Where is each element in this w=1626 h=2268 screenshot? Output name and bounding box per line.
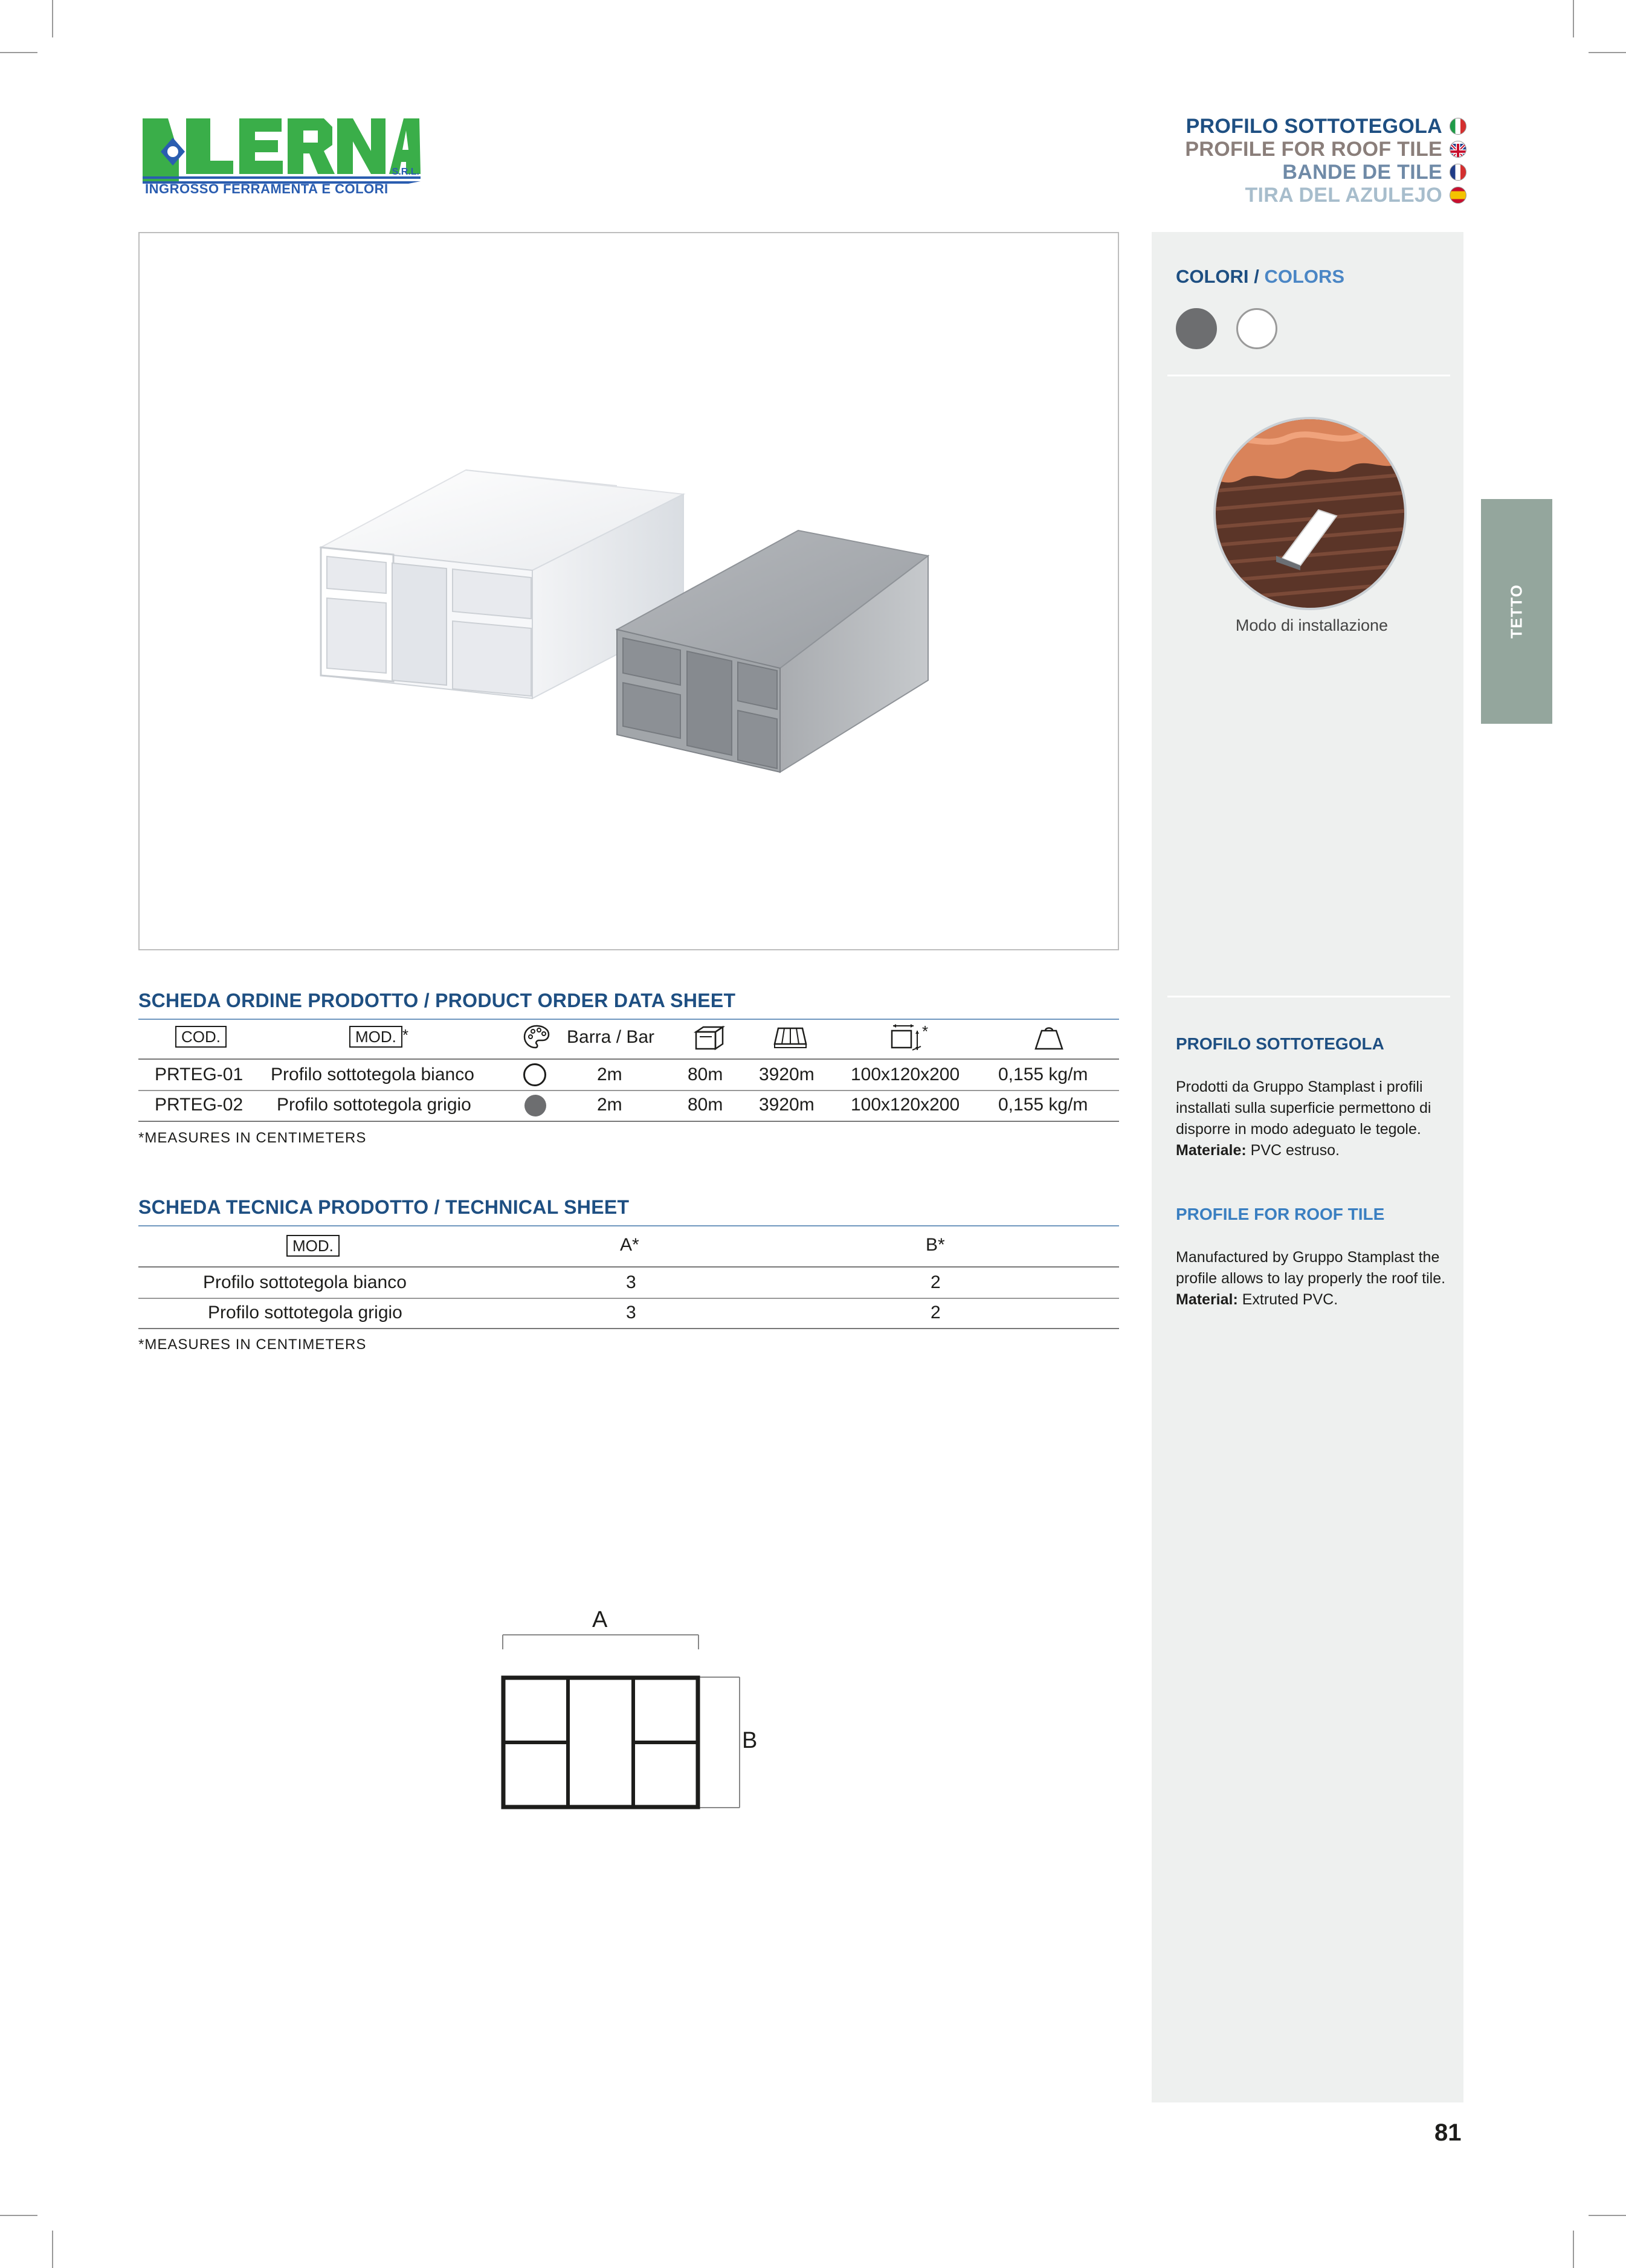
title-spanish <box>1185 184 1466 207</box>
color-swatch-white <box>1236 308 1277 349</box>
row-bar: 2m <box>597 1065 622 1084</box>
tech-row-a: 3 <box>626 1303 636 1322</box>
diagram-label-b: B <box>742 1728 758 1753</box>
tech-header-b: B* <box>926 1235 945 1255</box>
row-weight: 0,155 kg/m <box>998 1095 1088 1115</box>
header-dim-star: * <box>922 1022 929 1040</box>
row-divider <box>138 1298 1119 1299</box>
product-photo <box>138 232 1119 950</box>
row-mod: Profilo sottotegola bianco <box>271 1065 474 1084</box>
tech-header-a: A* <box>620 1235 639 1255</box>
order-bottom-rule <box>138 1121 1119 1122</box>
product-titles <box>1185 115 1466 207</box>
spain-flag-icon <box>1450 187 1466 204</box>
colors-heading-en: COLORS <box>1264 266 1345 287</box>
desc-it-title: PROFILO SOTTOTEGOLA <box>1176 1034 1384 1053</box>
row-pallet: 3920m <box>759 1065 815 1084</box>
desc-en-text: Manufactured by Gruppo Stamplast the profile allows to lay properly the roof tile. <box>1176 1249 1446 1287</box>
header-cod <box>175 1026 227 1048</box>
crop-mark <box>1573 0 1574 37</box>
row-box: 80m <box>688 1065 723 1084</box>
row-dims: 100x120x200 <box>851 1065 960 1084</box>
palette-icon <box>523 1025 550 1054</box>
colors-heading-it: COLORI <box>1176 266 1249 287</box>
sidebar-divider <box>1167 375 1450 376</box>
tech-header-mod-label: MOD. <box>286 1235 340 1257</box>
desc-en-title: PROFILE FOR ROOF TILE <box>1176 1205 1385 1223</box>
pallet-icon <box>773 1025 807 1056</box>
section-tab-label: TETTO <box>1507 584 1526 639</box>
title-french <box>1185 161 1466 184</box>
crop-mark <box>52 0 53 37</box>
logo-tagline: INGROSSO FERRAMENTA E COLORI <box>145 181 389 196</box>
tech-sheet-note: *MEASURES IN CENTIMETERS <box>138 1336 367 1353</box>
color-swatch-grey <box>1176 308 1217 349</box>
colors-heading-slash: / <box>1254 266 1259 287</box>
desc-it-material-label: Materiale: <box>1176 1142 1247 1159</box>
row-dims: 100x120x200 <box>851 1095 960 1115</box>
crop-mark <box>52 2231 53 2268</box>
crop-mark <box>1589 52 1626 53</box>
color-dot-white <box>523 1063 546 1086</box>
italy-flag-icon <box>1450 118 1466 135</box>
tech-sheet-rule <box>138 1225 1119 1226</box>
diagram-label-a: A <box>592 1607 608 1632</box>
crop-mark <box>0 2215 37 2216</box>
title-it-text: PROFILO SOTTOTEGOLA <box>1186 114 1442 138</box>
sidebar-divider <box>1167 996 1450 997</box>
weight-icon <box>1034 1026 1063 1055</box>
desc-it-text: Prodotti da Gruppo Stamplast i profili installati sulla superficie permettono di disporre in modo adeguato le tegole. <box>1176 1078 1431 1138</box>
row-weight: 0,155 kg/m <box>998 1065 1088 1084</box>
installation-caption: Modo di installazione <box>1235 616 1389 634</box>
box-icon <box>692 1025 726 1056</box>
row-box: 80m <box>688 1095 723 1115</box>
desc-en-body <box>1176 1247 1448 1310</box>
color-dot-grey <box>524 1095 546 1116</box>
logo-srl: S.R.L. <box>392 167 419 177</box>
title-fr-text: BANDE DE TILE <box>1282 160 1442 184</box>
title-en-text: PROFILE FOR ROOF TILE <box>1185 137 1442 161</box>
row-cod: PRTEG-02 <box>155 1095 244 1115</box>
header-mod-star: * <box>402 1026 409 1044</box>
desc-it-body <box>1176 1077 1448 1161</box>
title-es-text: TIRA DEL AZULEJO <box>1245 183 1442 207</box>
order-sheet-note: *MEASURES IN CENTIMETERS <box>138 1130 367 1146</box>
uk-flag-icon <box>1450 141 1466 158</box>
order-sheet-title: SCHEDA ORDINE PRODOTTO / PRODUCT ORDER DATA SHEET <box>138 990 736 1011</box>
tech-sheet-title: SCHEDA TECNICA PRODOTTO / TECHNICAL SHEET <box>138 1196 630 1218</box>
row-bar: 2m <box>597 1095 622 1115</box>
crop-mark <box>1573 2231 1574 2268</box>
cross-section-diagram <box>495 1607 758 1825</box>
tech-row-mod: Profilo sottotegola grigio <box>208 1303 402 1322</box>
colors-heading <box>1176 266 1344 288</box>
desc-en-material-value: Extruted PVC. <box>1237 1291 1338 1308</box>
tech-row-mod: Profilo sottotegola bianco <box>203 1272 407 1292</box>
order-sheet-rule <box>138 1019 1119 1020</box>
order-header-rule <box>138 1058 1119 1060</box>
title-italian <box>1185 115 1466 138</box>
installation-photo <box>1213 417 1407 610</box>
tech-row-b: 2 <box>931 1303 941 1322</box>
crop-mark <box>1589 2215 1626 2216</box>
tech-bottom-rule <box>138 1328 1119 1329</box>
row-divider <box>138 1090 1119 1091</box>
row-pallet: 3920m <box>759 1095 815 1115</box>
desc-en-material-label: Material: <box>1176 1291 1238 1308</box>
tech-row-a: 3 <box>626 1272 636 1292</box>
header-mod <box>349 1026 408 1048</box>
desc-it-material-value: PVC estruso. <box>1246 1142 1340 1159</box>
dimensions-icon <box>889 1022 929 1057</box>
page-number: 81 <box>1434 2119 1462 2146</box>
sidebar <box>1152 232 1463 2102</box>
header-bar: Barra / Bar <box>567 1027 655 1047</box>
row-cod: PRTEG-01 <box>155 1065 244 1084</box>
tech-header-rule <box>138 1266 1119 1268</box>
header-mod-label: MOD. <box>349 1026 402 1048</box>
tech-header-mod <box>286 1235 340 1257</box>
title-english <box>1185 138 1466 161</box>
crop-mark <box>0 52 37 53</box>
france-flag-icon <box>1450 164 1466 181</box>
tech-row-b: 2 <box>931 1272 941 1292</box>
section-tab-tetto[interactable] <box>1481 499 1552 724</box>
header-cod-label: COD. <box>175 1026 227 1048</box>
row-mod: Profilo sottotegola grigio <box>277 1095 471 1115</box>
